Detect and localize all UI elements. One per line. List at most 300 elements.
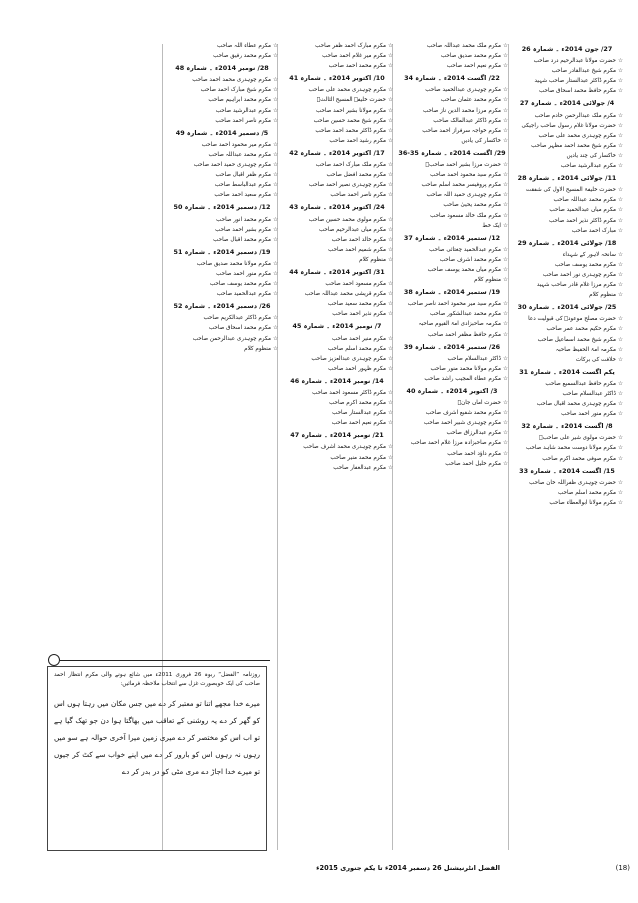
index-entry [281,127,393,136]
star-icon: ☆ [272,141,278,148]
entry-text: مکرم خواجہ سرفراز احمد صاحب [422,127,501,134]
star-icon: ☆ [272,236,278,243]
index-entry [511,251,623,260]
entry-text: حضرت مرزا بشیر احمد صاحبؓ [425,162,501,169]
star-icon: ☆ [502,450,508,457]
issue-heading: 25/ جولائی 2014ء ۔ شمارہ 30 [517,303,617,312]
index-entry [281,236,393,245]
index-entry [281,256,393,265]
issue-heading: 21/ نومبر 2014ء ۔ شمارہ 47 [290,431,384,440]
index-entry [396,222,508,231]
index-entry [511,455,623,464]
star-icon: ☆ [502,107,508,114]
star-icon: ☆ [387,192,393,199]
index-entry [396,96,508,105]
star-icon: ☆ [617,197,623,204]
index-entry [511,57,623,66]
entry-text: مکرم میر غلام احمد صاحب [322,53,386,60]
entry-text: مکرم چوہدری عبدالحمید صاحب [425,87,501,94]
entry-text: مکرم محمد اسلم صاحب [558,489,616,496]
entry-text: مکرم حافظ عبدالسمیع صاحب [545,380,616,387]
issue-block [511,467,623,508]
index-entry [511,87,623,96]
star-icon: ☆ [387,246,393,253]
issue-heading: 15/ اگست 2014ء ۔ شمارہ 33 [519,466,615,475]
index-column-2 [396,42,508,854]
entry-text: مکرم محمد صدیق صاحب [440,53,501,60]
issue-heading: 17/ اکتوبر 2014ء ۔ شمارہ 42 [289,148,385,157]
issue-block [511,45,623,96]
index-entry [166,314,278,323]
index-entry [281,464,393,473]
entry-text: مکرم عبدالرشید صاحب [560,163,616,170]
entry-text: مکرم عبدالستار صاحب [332,410,386,417]
issue-block [281,322,393,373]
star-icon: ☆ [502,311,508,318]
index-entry [511,356,623,365]
star-icon: ☆ [502,246,508,253]
entry-text: مکرم چوہدری شبیر احمد صاحب [423,420,501,427]
star-icon: ☆ [387,236,393,243]
index-entry [166,117,278,126]
entry-text: مکرم ناصر احمد صاحب [330,192,386,199]
index-entry [166,76,278,85]
entry-text: مکرم مولانا محمد منور صاحب [430,365,501,372]
star-icon: ☆ [387,335,393,342]
index-entry [396,419,508,428]
index-entry [281,52,393,61]
index-entry [396,171,508,180]
entry-text: مکرم میاں محمد یوسف صاحب [427,266,501,273]
entry-text: مکرم ڈاکٹر عبدالمالک صاحب [433,117,501,124]
entry-text: مکرم ڈاکٹر عبدالکریم صاحب [203,315,271,322]
entry-text: مکرم مرزا غلام قادر صاحب شہید [536,282,616,289]
entry-text: مکرمہ امۃ الحفیظ صاحبہ [555,346,616,353]
star-icon: ☆ [272,315,278,322]
star-icon: ☆ [272,335,278,342]
entry-text: مکرم صوفی محمد اکرم صاحب [542,455,616,462]
entry-text: خلافت کی برکات [575,356,616,363]
entry-text: مکرم عبدالغفار صاحب [333,464,386,471]
entry-text: مکرم محمد یحییٰ صاحب [443,202,501,209]
star-icon: ☆ [617,445,623,452]
index-entry [396,399,508,408]
index-entry [396,310,508,319]
index-entry [166,216,278,225]
issue-block [511,99,623,171]
index-entry [166,191,278,200]
star-icon: ☆ [617,271,623,278]
index-entry [511,261,623,270]
star-icon: ☆ [502,400,508,407]
issue-heading: 31/ اکتوبر 2014ء ۔ شمارہ 44 [289,267,385,276]
star-icon: ☆ [617,336,623,343]
index-entry [511,346,623,355]
entry-text: مبارک احمد صاحب [571,227,616,234]
star-icon: ☆ [617,122,623,129]
star-icon: ☆ [387,172,393,179]
publication-line: الفضل انٹرنیشنل 26 دسمبر 2014ء تا یکم جنوری 2015ء [316,864,500,872]
index-entry [281,216,393,225]
star-icon: ☆ [502,192,508,199]
star-icon: ☆ [387,311,393,318]
star-icon: ☆ [387,137,393,144]
index-entry [511,132,623,141]
index-column-4 [166,42,278,642]
index-entry [281,181,393,190]
entry-text: مکرم مولانا بشیر احمد صاحب [315,107,386,114]
index-entry [396,256,508,265]
entry-text: مکرم عبدالباسط صاحب [214,182,271,189]
star-icon: ☆ [387,400,393,407]
star-icon: ☆ [617,292,623,299]
star-icon: ☆ [617,58,623,65]
entry-text: مکرم محمد منیر صاحب [330,454,386,461]
star-icon: ☆ [502,440,508,447]
poetry-intro: روزنامہ ”الفضل“ ربوہ 26 فروری 2011ء میں شائع ہونے والی مکرم انتظار احمد صاحب کی ایک خوبصورت غزل سے انتخاب ملاحظہ فرمائیں: [54,672,260,687]
column-divider [508,44,509,850]
issue-block [281,149,393,200]
issue-block [281,203,393,265]
star-icon: ☆ [617,187,623,194]
star-icon: ☆ [502,222,508,229]
entry-text: حضرت خلیفۃ المسیح الثالثؒ [316,97,386,104]
entry-text: مکرم مولوی محمد حسین صاحب [308,216,386,223]
index-entry [396,331,508,340]
index-entry [281,355,393,364]
index-entry [396,409,508,418]
issue-heading: 29/ اگست 2014ء ۔ شمارہ 35-36 [398,148,506,157]
index-entry [281,226,393,235]
index-entry [396,181,508,190]
entry-text: مکرم محمد اکرم صاحب [329,400,386,407]
index-entry [166,290,278,299]
entry-text: مکرم چوہدری محمد اشرف صاحب [303,444,386,451]
index-entry [166,226,278,235]
issue-heading: 27/ جون 2014ء ۔ شمارہ 26 [521,45,613,53]
entry-text: مکرم محمد سعید صاحب [327,301,386,308]
star-icon: ☆ [502,182,508,189]
entry-text: مکرم شیخ محمد حسین صاحب [313,117,386,124]
star-icon: ☆ [272,325,278,332]
star-icon: ☆ [502,53,508,60]
issue-heading: 14/ نومبر 2014ء ۔ شمارہ 46 [290,376,384,385]
index-entry [396,375,508,384]
entry-text: منظوم کلام [589,292,616,299]
entry-text: مکرم محمد ابراہیم صاحب [208,97,271,104]
star-icon: ☆ [502,331,508,338]
entry-text: مکرم میر محمود احمد صاحب [201,141,271,148]
star-icon: ☆ [502,212,508,219]
entry-text: حضرت اماں جانؓ [457,400,501,407]
issue-block [281,42,393,71]
issue-heading: 19/ ستمبر 2014ء ۔ شمارہ 38 [403,288,501,297]
star-icon: ☆ [387,97,393,104]
entry-text: مکرم محمد اقبال صاحب [213,236,271,243]
index-entry [511,186,623,195]
star-icon: ☆ [387,390,393,396]
entry-text: مکرمہ صاحبزادی امۃ القیوم صاحبہ [418,321,501,328]
entry-text: مکرم خالد احمد صاحب [331,236,386,243]
star-icon: ☆ [617,227,623,234]
star-icon: ☆ [502,355,508,362]
star-icon: ☆ [387,291,393,298]
entry-text: مکرم عبدالرشید صاحب [215,107,271,114]
index-entry [396,365,508,374]
star-icon: ☆ [272,192,278,199]
star-icon: ☆ [387,107,393,114]
index-entry [281,290,393,299]
star-icon: ☆ [387,182,393,189]
star-icon: ☆ [272,270,278,277]
issue-heading: 19/ دسمبر 2014ء ۔ شمارہ 51 [173,247,271,256]
index-entry [511,281,623,290]
entry-text: مکرم منور احمد صاحب [216,270,271,277]
star-icon: ☆ [387,454,393,461]
issue-heading: 26/ ستمبر 2014ء ۔ شمارہ 39 [403,342,501,351]
entry-text: مکرم چوہدری عبدالرحمن صاحب [192,335,271,342]
issue-block [396,42,508,71]
entry-text: حضرت مولانا عبدالرحیم درد صاحب [533,58,616,65]
entry-text: مکرم ڈاکٹر نذیر احمد صاحب [549,217,616,224]
star-icon: ☆ [387,365,393,372]
entry-text: خاکسار کی یادیں [461,137,501,144]
entry-text: مکرم عطاء المجیب راشد صاحب [424,375,501,382]
index-entry [396,450,508,459]
issue-heading: یکم اگست 2014ء ۔ شمارہ 31 [519,367,615,376]
issue-block [396,74,508,146]
index-entry [396,107,508,116]
index-entry [396,266,508,275]
star-icon: ☆ [387,301,393,308]
index-entry [281,454,393,463]
index-entry [281,409,393,418]
entry-text: مکرم مولانا دوست محمد شاہد صاحب [525,445,616,452]
entry-text: مکرم مولانا محمد صدیق صاحب [196,260,271,267]
star-icon: ☆ [272,291,278,298]
entry-text: ڈاکٹر عبدالسلام صاحب [562,391,616,397]
star-icon: ☆ [502,375,508,382]
entry-text: مکرم محمد شفیع اشرف صاحب [425,410,501,417]
issue-heading: 5/ دسمبر 2014ء ۔ شمارہ 49 [175,128,269,137]
star-icon: ☆ [617,316,623,323]
entry-text: حضرت مولوی شیر علی صاحبؓ [539,435,616,442]
star-icon: ☆ [617,132,623,139]
star-icon: ☆ [617,142,623,149]
issue-heading: 8/ اگست 2014ء ۔ شمارہ 32 [521,422,613,431]
index-entry [396,212,508,221]
issue-heading: 24/ اکتوبر 2014ء ۔ شمارہ 43 [289,203,385,212]
index-entry [396,42,508,51]
issue-block [511,174,623,236]
star-icon: ☆ [502,127,508,134]
index-entry [511,325,623,334]
poetry-box [47,666,267,851]
entry-text: مکرم چوہدری محمد اقبال صاحب [536,401,616,408]
entry-text: مکرم عبدالحمید چغتائی صاحب [429,246,501,253]
entry-text: منظوم کلام [359,256,386,263]
index-entry [166,181,278,190]
star-icon: ☆ [617,346,623,353]
star-icon: ☆ [272,77,278,84]
issue-block [281,377,393,428]
entry-text: مکرم محمد یوسف صاحب [554,261,616,268]
issue-block [166,64,278,126]
star-icon: ☆ [272,345,278,352]
index-entry [281,419,393,428]
index-entry [511,271,623,280]
star-icon: ☆ [617,479,623,486]
star-icon: ☆ [272,182,278,189]
entry-text: مکرم ملک محمد عبداللہ صاحب [426,43,501,49]
entry-text: مکرم ڈاکٹر محمد احمد صاحب [315,127,386,134]
entry-text: مکرم ملک عبدالرحمن خادم صاحب [534,112,616,119]
entry-text: مکرم شیخ محمد احمد مظہر صاحب [531,142,616,149]
page-number: (18) [615,864,630,872]
index-entry [166,270,278,279]
index-entry [396,117,508,126]
index-entry [511,291,623,300]
star-icon: ☆ [617,251,623,258]
issue-heading: 7/ نومبر 2014ء ۔ شمارہ 45 [292,322,382,331]
index-entry [396,52,508,61]
star-icon: ☆ [502,277,508,284]
index-entry [281,86,393,95]
entry-text: مکرم رشید احمد صاحب [329,137,386,144]
entry-text: مکرم ڈاکٹر عبدالستار صاحب شہید [534,78,616,85]
star-icon: ☆ [387,117,393,124]
star-icon: ☆ [502,97,508,104]
poetry-verse: میرے خدا مجھے اتنا تو معتبر کر دے میں جس مکان میں رہتا ہوں اس کو گھر کر دے یہ روشنی کے تعاقب میں بھاگتا ہوا دن جو تھک گیا ہے تو اب اس کو مختصر کر دے میری زمین میرا آخری حوالہ ہے سو میں رہوں نہ رہوں اس کو بارور کر دے میں اپنے خواب سے کٹ کر جیوں تو میرے خدا اجاڑ دے مری مٹی کو در بدر کر دے [54,699,260,776]
index-entry [396,62,508,71]
entry-text: مکرم محمد انور صاحب [216,216,271,223]
entry-text: مکرم نعیم احمد صاحب [446,63,501,70]
entry-text: حضرت چوہدری ظفراللہ خان صاحب [529,479,616,486]
star-icon: ☆ [617,112,623,119]
star-icon: ☆ [617,88,623,95]
entry-text: مکرم مبارک احمد ظفر صاحب [315,43,386,49]
entry-text: منظوم کلام [474,277,501,284]
star-icon: ☆ [502,430,508,437]
star-icon: ☆ [387,281,393,288]
index-entry [281,335,393,344]
star-icon: ☆ [387,464,393,471]
star-icon: ☆ [502,410,508,417]
index-entry [511,77,623,86]
entry-text: مکرم ظہور احمد صاحب [328,365,386,372]
star-icon: ☆ [272,53,278,60]
index-entry [281,117,393,126]
star-icon: ☆ [502,460,508,467]
entry-text: ڈاکٹر عبدالسلام صاحب [447,355,501,362]
star-icon: ☆ [502,137,508,144]
index-entry [396,276,508,285]
index-entry [511,390,623,399]
entry-text: مکرم شمیم احمد صاحب [328,246,386,253]
star-icon: ☆ [617,435,623,442]
entry-text: مکرم حافظ مظفر احمد صاحب [428,331,501,338]
index-entry [281,345,393,354]
star-icon: ☆ [272,107,278,114]
issue-block [511,303,623,365]
index-entry [166,96,278,105]
star-icon: ☆ [502,256,508,263]
star-icon: ☆ [617,489,623,496]
index-entry [511,400,623,409]
issue-block [281,431,393,472]
entry-text: مکرم چوہدری عبدالعزیز صاحب [311,355,386,362]
index-entry [396,460,508,469]
index-entry [396,137,508,146]
star-icon: ☆ [502,365,508,372]
entry-text: مکرم محمد افضل صاحب [326,172,386,179]
index-entry [511,489,623,498]
entry-text: مکرم بشیر احمد صاحب [215,226,271,233]
index-entry [281,300,393,309]
star-icon: ☆ [387,410,393,417]
star-icon: ☆ [272,281,278,288]
entry-text: مکرم شیخ عبدالقادر صاحب [551,68,616,75]
issue-block [166,302,278,353]
star-icon: ☆ [617,380,623,387]
index-entry [396,201,508,210]
index-entry [166,141,278,150]
entry-text: مکرم محمد عثمان صاحب [440,97,501,104]
entry-text: مکرم محمد یوسف صاحب [209,281,271,288]
issue-heading: 12/ ستمبر 2014ء ۔ شمارہ 37 [403,233,501,242]
entry-text: مکرم ظفر اقبال صاحب [215,172,271,179]
star-icon: ☆ [502,63,508,70]
entry-text: مکرم محمد احمد صاحب [328,63,386,70]
entry-text: مکرم عبدالرزاق صاحب [446,430,501,437]
entry-text: حضرت مصلح موعودؓ کی قبولیت دعا [528,316,616,323]
entry-text: مکرم قریشی محمد عبداللہ صاحب [304,291,386,298]
entry-text: مکرم میاں عبدالحمید صاحب [549,207,616,214]
index-entry [396,161,508,170]
index-entry [511,336,623,345]
index-entry [511,499,623,508]
entry-text: سانحہ لاہور کے شہداء [562,251,616,258]
index-entry [281,280,393,289]
entry-text: مکرم میاں عبدالرحیم صاحب [318,226,386,233]
entry-text: مکرم محمد اسلم صاحب [328,345,386,352]
star-icon: ☆ [387,355,393,362]
index-entry [281,310,393,319]
entry-text: مکرم پروفیسر محمد اسلم صاحب [421,182,501,189]
star-icon: ☆ [502,301,508,308]
star-icon: ☆ [387,63,393,70]
issue-block [511,239,623,301]
star-icon: ☆ [272,172,278,179]
index-entry [396,355,508,364]
index-entry [511,122,623,131]
index-entry [511,142,623,151]
index-entry [166,151,278,160]
star-icon: ☆ [502,266,508,273]
entry-text: مکرم محمد عبداللہ صاحب [553,197,616,204]
star-icon: ☆ [617,207,623,214]
index-column-3 [281,42,393,854]
entry-text: مکرم سید میر محمود احمد ناصر صاحب [407,301,501,308]
issue-block [396,343,508,384]
index-entry [281,246,393,255]
index-entry [396,127,508,136]
entry-text: مکرم شیخ مبارک احمد صاحب [200,87,271,94]
star-icon: ☆ [387,345,393,352]
section-divider-line [60,660,270,661]
index-entry [166,324,278,333]
index-entry [281,365,393,374]
